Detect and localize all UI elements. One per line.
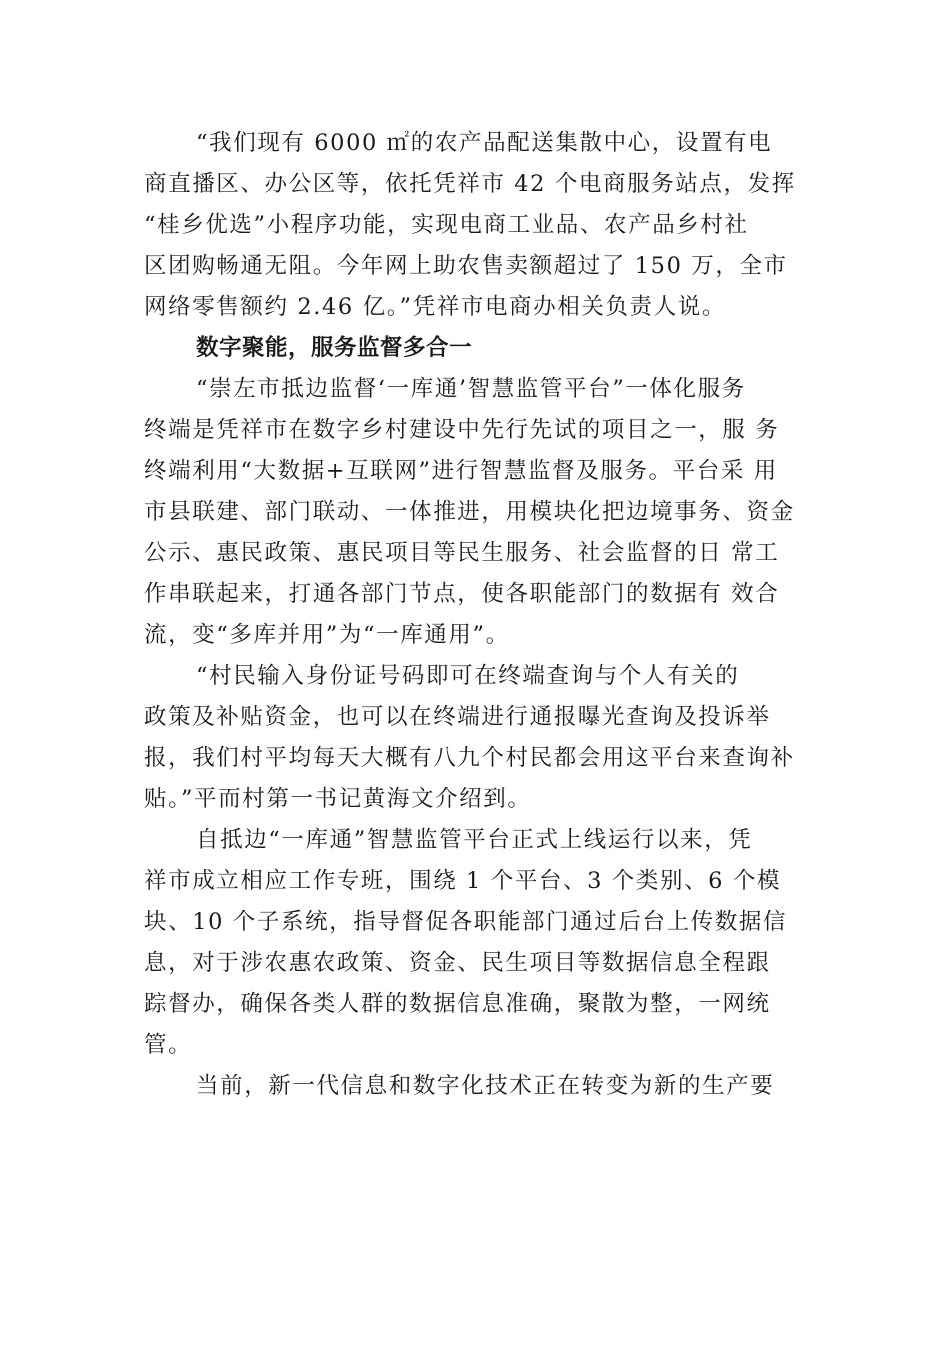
text-line: 流，变“多库并用”为“一库通用”。 [144,622,510,648]
paragraph-ecommerce-quote [144,123,816,328]
text-line: “桂乡优选”小程序功能，实现电商工业品、农产品乡村社 [144,212,749,238]
text-line: 终端是凭祥市在数字乡村建设中先行先试的项目之一，服 务 [144,417,780,443]
section-heading-text: 数字聚能，服务监督多合一 [196,335,473,361]
text-line: 公示、惠民政策、惠民项目等民生服务、社会监督的日 常工 [144,540,780,566]
text-line: 商直播区、办公区等，依托凭祥市 42 个电商服务站点，发挥 [144,171,796,197]
text-line: 祥市成立相应工作专班，围绕 1 个平台、3 个类别、6 个模 [144,868,782,894]
text-line: 踪督办，确保各类人群的数据信息准确，聚散为整，一网统 [144,991,771,1017]
text-line: 报，我们村平均每天大概有八九个村民都会用这平台来查询补 [144,745,795,771]
paragraph-platform-intro [144,369,816,656]
text-line: 区团购畅通无阻。今年网上助农售卖额超过了 150 万，全市 [144,253,788,279]
text-line: 自抵边“一库通”智慧监管平台正式上线运行以来，凭 [196,827,753,853]
text-line: 市县联建、部门联动、一体推进，用模块化把边境事务、资金 [144,499,795,525]
text-line: 终端利用“大数据+互联网”进行智慧监督及服务。平台采 用 [144,458,778,484]
text-line: 作串联起来，打通各部门节点，使各职能部门的数据有 效合 [144,581,780,607]
text-line: 网络零售额约 2.46 亿。”凭祥市电商办相关负责人说。 [144,294,726,320]
text-line: “崇左市抵边监督‘一库通’智慧监管平台”一体化服务 [196,376,746,402]
section-heading [144,328,816,369]
paragraph-villager-quote [144,656,816,820]
text-line: 块、10 个子系统，指导督促各职能部门通过后台上传数据信 [144,909,788,935]
text-line: 管。 [144,1032,193,1058]
text-line: 息，对于涉农惠农政策、资金、民生项目等数据信息全程跟 [144,950,771,976]
paragraph-platform-operation [144,820,816,1066]
paragraph-current-trend [144,1066,816,1107]
text-line: “村民输入身份证号码即可在终端查询与个人有关的 [196,663,740,689]
text-line: “我们现有 6000 ㎡的农产品配送集散中心，设置有电 [196,130,773,156]
text-line: 政策及补贴资金，也可以在终端进行通报曝光查询及投诉举 [144,704,771,730]
text-line: 当前，新一代信息和数字化技术正在转变为新的生产要 [196,1073,775,1099]
text-line: 贴。”平而村第一书记黄海文介绍到。 [144,786,532,812]
document-body [144,123,816,1107]
